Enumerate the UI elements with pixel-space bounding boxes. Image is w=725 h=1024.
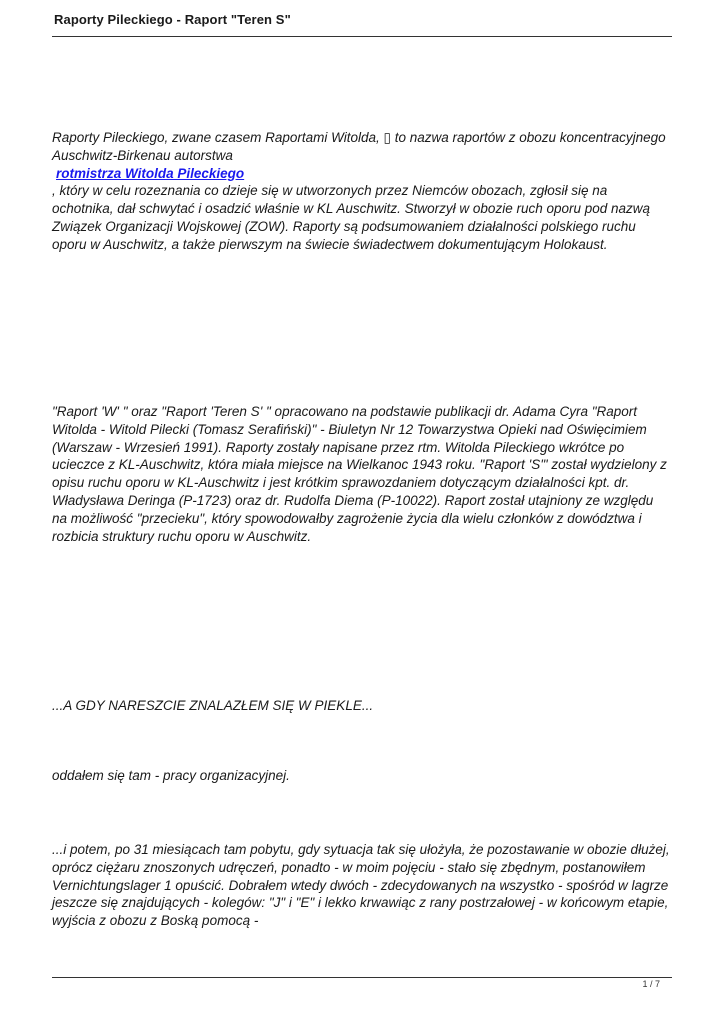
page-title: Raporty Pileckiego - Raport "Teren S" <box>54 12 291 27</box>
section-heading-hell: ...A GDY NARESZCIE ZNALAZŁEM SIĘ W PIEKLE... <box>52 698 374 713</box>
intro-text-end: , który w celu rozeznania co dzieje się w utworzonych przez Niemców obozach, zgłosił się na ochotnika, dał schwytać i osadzić właśnie w KL Auschwitz. Stworzył w obozie ruch oporu pod nazwą Związek Organizacji Wojskowej (ZOW). Raporty są podsumowaniem działalności polskiego ruchu oporu w Auschwitz, a także pierwszym na świecie świadectwem dokumentującym Holokaust. <box>52 183 651 252</box>
header-divider <box>52 36 672 37</box>
source-note-paragraph: "Raport 'W' " oraz "Raport 'Teren S' " opracowano na podstawie publikacji dr. Adama Cyra "Raport Witolda - Witold Pilecki (Tomasz Serafiński)" - Biuletyn Nr 12 Towarzystwa Opieki nad Oświęcimiem (Warszaw - Wrzesień 1991). Raporty zostały napisane przez rtm. Witolda Pileckiego wkrótce po ucieczce z KL-Auschwitz, która miała miejsce na Wielkanoc 1943 roku. "Raport 'S'" został wydzielony z opisu ruchu oporu w KL-Auschwitz i jest krótkim sprawozdaniem dotyczącym działalności kpt. dr. Władysława Deringa (P-1723) oraz dr. Rudolfa Diema (P-10022). Raport został utajniony ze względu na możliwość "przecieku", który spowodowałby zagrożenie życia dla wielu członków z dowództwa i rozbicia struktury ruchu oporu w Auschwitz. <box>52 404 667 544</box>
intro-paragraph <box>52 129 672 254</box>
author-link[interactable]: rotmistrza Witolda Pileckiego <box>56 165 245 181</box>
escape-paragraph: ...i potem, po 31 miesiącach tam pobytu, gdy sytuacja tak się ułożyła, że pozostawanie w obozie dłużej, oprócz ciężaru znoszonych udręczeń, ponadto - w moim pojęciu - stało się zbędnym, postanowiłem Vernichtungslager 1 opuścić. Dobrałem wtedy dwóch - zdecydowanych na wszystko - spośród w lagrze jeszcze się znajdujących - kolegów: "J" i "E" i lekko krwawiąc z rany postrzałowej - w końcowym etapie, wyjścia z obozu z Boską pomocą - <box>52 842 670 929</box>
footer-divider <box>52 977 672 978</box>
page-number: 1 / 7 <box>642 979 660 989</box>
organization-line: oddałem się tam - pracy organizacyjnej. <box>52 768 290 783</box>
intro-text-start: Raporty Pileckiego, zwane czasem Raportami Witolda, ▯ to nazwa raportów z obozu koncentracyjnego Auschwitz-Birkenau autorstwa <box>52 130 666 163</box>
